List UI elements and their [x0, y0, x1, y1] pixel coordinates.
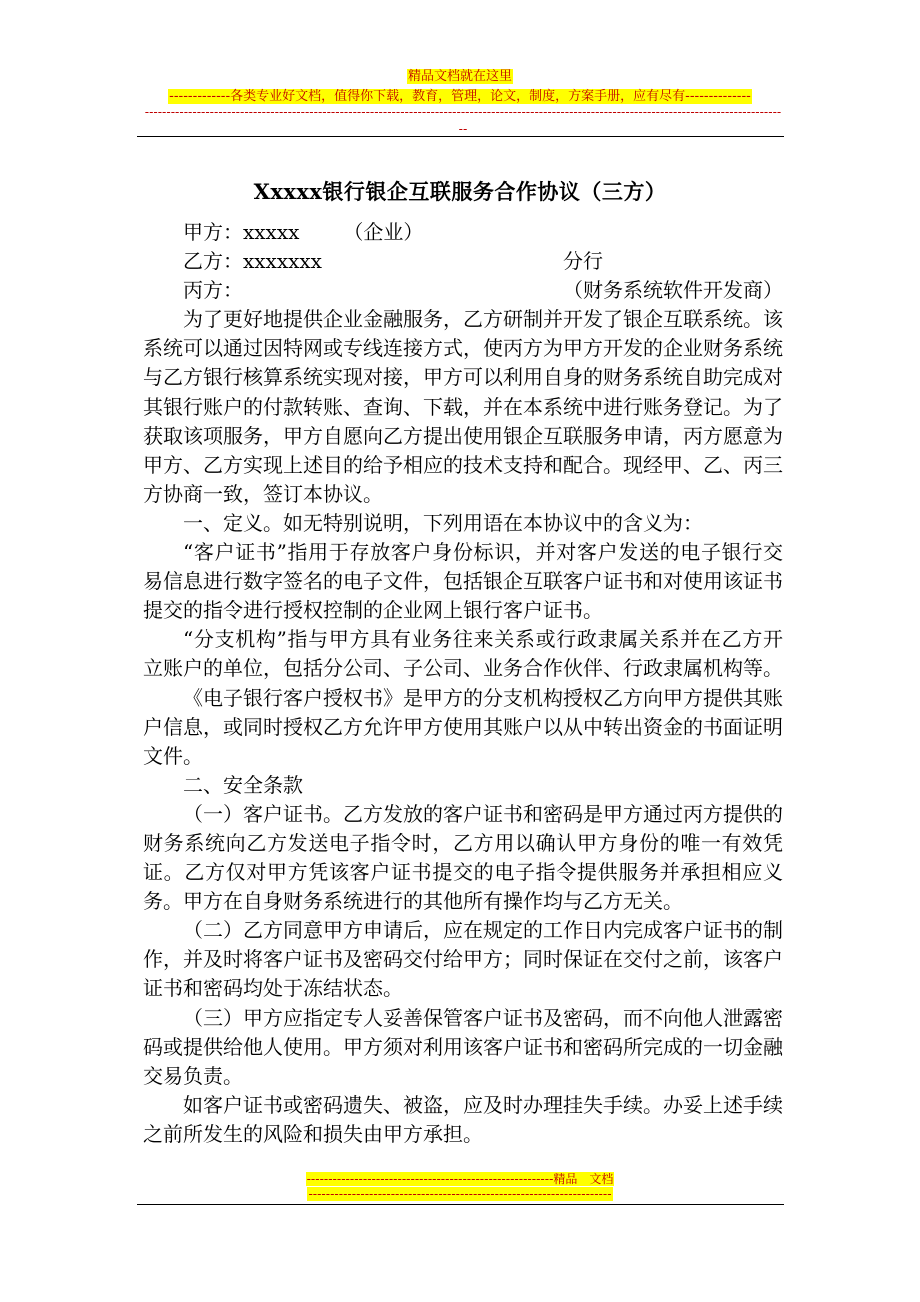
- header-dash-line: ---------------------------------------------------------------------------------------------------------------------------------------------------: [144, 105, 782, 119]
- intro-paragraph: 为了更好地提供企业金融服务，乙方研制并开发了银企互联系统。该系统可以通过因特网或专线连接方式，使丙方为甲方开发的企业财务系统与乙方银行核算系统实现对接，甲方可以利用自身的财务系统自助完成对其银行账户的付款转账、查询、下载，并在本系统中进行账务登记。为了获取该项服务，甲方自愿向乙方提出使用银企互联服务申请，丙方愿意为甲方、乙方实现上述目的给予相应的技术支持和配合。现经甲、乙、丙三方协商一致，签订本协议。: [143, 307, 783, 506]
- header-dash-separator: [143, 104, 783, 138]
- clause-2-3: （三）甲方应指定专人妥善保管客户证书及密码，而不向他人泄露密码或提供给他人使用。甲方须对利用该客户证书和密码所完成的一切金融交易负责。: [143, 1005, 783, 1088]
- party-b-line: [143, 247, 783, 276]
- header-dash-tail: --: [458, 122, 468, 136]
- party-c-label: 丙方：: [183, 278, 243, 303]
- section-2-heading: 二、安全条款: [183, 772, 303, 797]
- clause-2-loss-report: 如客户证书或密码遗失、被盗，应及时办理挂失手续。办妥上述手续之前所发生的风险和损失由甲方承担。: [143, 1092, 783, 1146]
- document-body: [143, 218, 783, 1149]
- definition-authorization-letter: 《电子银行客户授权书》是甲方的分支机构授权乙方向甲方提供其账户信息，或同时授权乙方允许甲方使用其账户以从中转出资金的书面证明文件。: [143, 685, 783, 768]
- footer-line-2: ----------------------------------------------------------------------: [308, 1187, 612, 1201]
- header-rule: [137, 136, 784, 137]
- party-c-line: [143, 276, 783, 305]
- party-a-line: [143, 218, 783, 247]
- party-a-note: （企业）: [343, 220, 424, 244]
- section-1-heading: 一、定义。如无特别说明，下列用语在本协议中的含义为：: [183, 510, 703, 535]
- party-a-label: 甲方：xxxxx: [183, 220, 300, 244]
- header-banner-slogan: [0, 85, 920, 104]
- party-b-note: 分行: [563, 249, 603, 274]
- header-slogan-text: -------------各类专业好文档，值得你下载，教育，管理，论文，制度，方案手册，应有尽有--------------: [169, 89, 751, 104]
- document-title: Xxxxx银行银企互联服务合作协议（三方）: [253, 179, 667, 204]
- footer-rule: [137, 1204, 784, 1205]
- definition-client-certificate: “客户证书”指用于存放客户身份标识，并对客户发送的电子银行交易信息进行数字签名的电子文件，包括银企互联客户证书和对使用该证书提交的指令进行授权控制的企业网上银行客户证书。: [143, 540, 783, 623]
- definition-branch-institution: “分支机构”指与甲方具有业务往来关系或行政隶属关系并在乙方开立账户的单位，包括分公司、子公司、业务合作伙伴、行政隶属机构等。: [143, 627, 783, 681]
- party-c-note: （财务系统软件开发商）: [563, 278, 783, 303]
- clause-2-2: （二）乙方同意甲方申请后，应在规定的工作日内完成客户证书的制作，并及时将客户证书及密码交付给甲方；同时保证在交付之前，该客户证书和密码均处于冻结状态。: [143, 918, 783, 1001]
- header-title-text: 精品文档就在这里: [407, 69, 512, 84]
- header-banner-title: [0, 65, 920, 84]
- party-b-label: 乙方：xxxxxxx: [183, 249, 322, 274]
- footer-line-1: ---------------------------------------------------------精品 文档: [306, 1172, 614, 1186]
- footer-banner-1: [0, 1170, 920, 1187]
- footer-banner-2: [0, 1187, 920, 1201]
- clause-2-1: （一）客户证书。乙方发放的客户证书和密码是甲方通过丙方提供的财务系统向乙方发送电子指令时，乙方用以确认甲方身份的唯一有效凭证。乙方仅对甲方凭该客户证书提交的电子指令提供服务并承担相应义务。甲方在自身财务系统进行的其他所有操作均与乙方无关。: [143, 801, 783, 914]
